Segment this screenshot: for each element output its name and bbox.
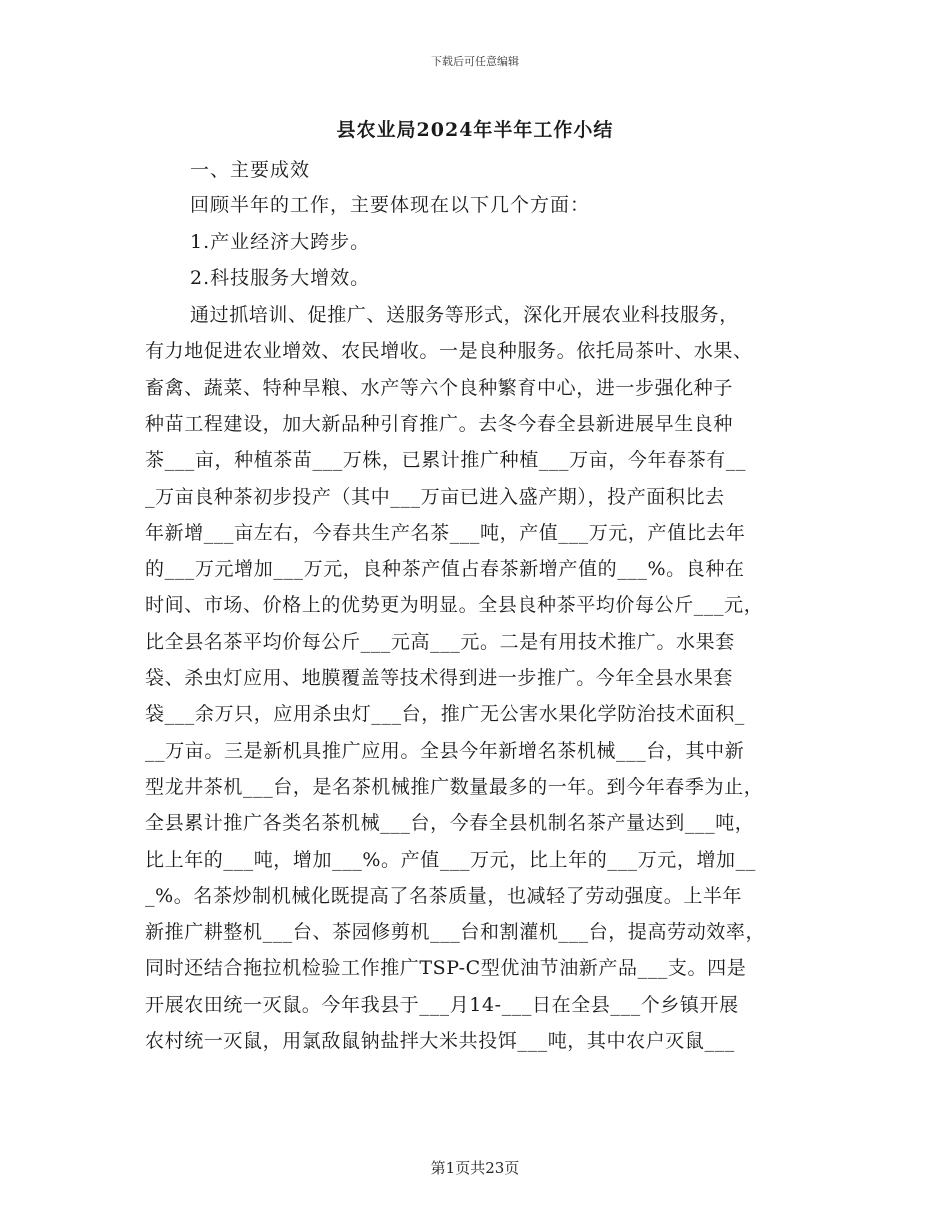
body-line: 畜禽、蔬菜、特种旱粮、水产等六个良种繁育中心，进一步强化种子 — [145, 376, 734, 399]
body-line: __万亩。三是新机具推广应用。全县今年新增名茶机械___台，其中新 — [145, 739, 745, 762]
body-line: 种苗工程建设，加大新品种引育推广。去冬今春全县新进展早生良种 — [145, 412, 734, 435]
body-line: _万亩良种茶初步投产（其中___万亩已进入盛产期），投产面积比去 — [145, 485, 725, 508]
body-line: 年新增___亩左右，今春共生产名茶___吨，产值___万元，产值比去年 — [145, 521, 746, 544]
list-item-2: 2.科技服务大增效。 — [190, 267, 371, 289]
body-line: 时间、市场、价格上的优势更为明显。全县良种茶平均价每公斤___元， — [145, 594, 764, 617]
body-line: 新推广耕整机___台、茶园修剪机___台和割灌机___台，提高劳动效率， — [145, 921, 766, 944]
body-line: 有力地促进农业增效、农民增收。一是良种服务。依托局茶叶、水果、 — [145, 340, 753, 363]
body-line: 型龙井茶机___台，是名茶机械推广数量最多的一年。到今年春季为止， — [145, 775, 764, 798]
body-line: 开展农田统一灭鼠。今年我县于___月14-___日在全县___个乡镇开展 — [145, 993, 739, 1016]
body-line: 袋、杀虫灯应用、地膜覆盖等技术得到进一步推广。今年全县水果套 — [145, 667, 734, 689]
body-line: 同时还结合拖拉机检验工作推广TSP-C型优油节油新产品___支。四是 — [145, 957, 747, 980]
section-heading: 一、主要成效 — [190, 159, 311, 181]
body-line: _%。名茶炒制机械化既提高了名茶质量，也减轻了劳动强度。上半年 — [145, 884, 743, 907]
body-line: 比全县名茶平均价每公斤___元高___元。二是有用技术推广。水果套 — [145, 630, 735, 653]
body-line: 比上年的___吨，增加___%。产值___万元，比上年的___万元，增加__ — [145, 848, 756, 871]
body-line: 农村统一灭鼠，用氯敌鼠钠盐拌大米共投饵___吨，其中农户灭鼠___ — [145, 1030, 735, 1052]
body-line: 袋___余万只，应用杀虫灯___台，推广无公害水果化学防治技术面积_ — [145, 703, 745, 726]
body-line: 的___万元增加___万元，良种茶产值占春茶新增产值的___%。良种在 — [145, 558, 745, 581]
document-title: 县农业局2024年半年工作小结 — [336, 119, 614, 141]
body-line: 通过抓培训、促推广、送服务等形式，深化开展农业科技服务， — [190, 304, 739, 326]
body-line: 茶___亩，种植茶苗___万株，已累计推广种植___万亩，今年春茶有__ — [145, 449, 747, 472]
intro-paragraph: 回顾半年的工作，主要体现在以下几个方面： — [190, 194, 591, 216]
list-item-1: 1.产业经济大跨步。 — [190, 231, 371, 253]
body-line: 全县累计推广各类名茶机械___台，今春全县机制名茶产量达到___吨， — [145, 812, 755, 835]
header-note: 下载后可任意编辑 — [431, 55, 519, 68]
page-footer: 第1页共23页 — [430, 1159, 520, 1177]
